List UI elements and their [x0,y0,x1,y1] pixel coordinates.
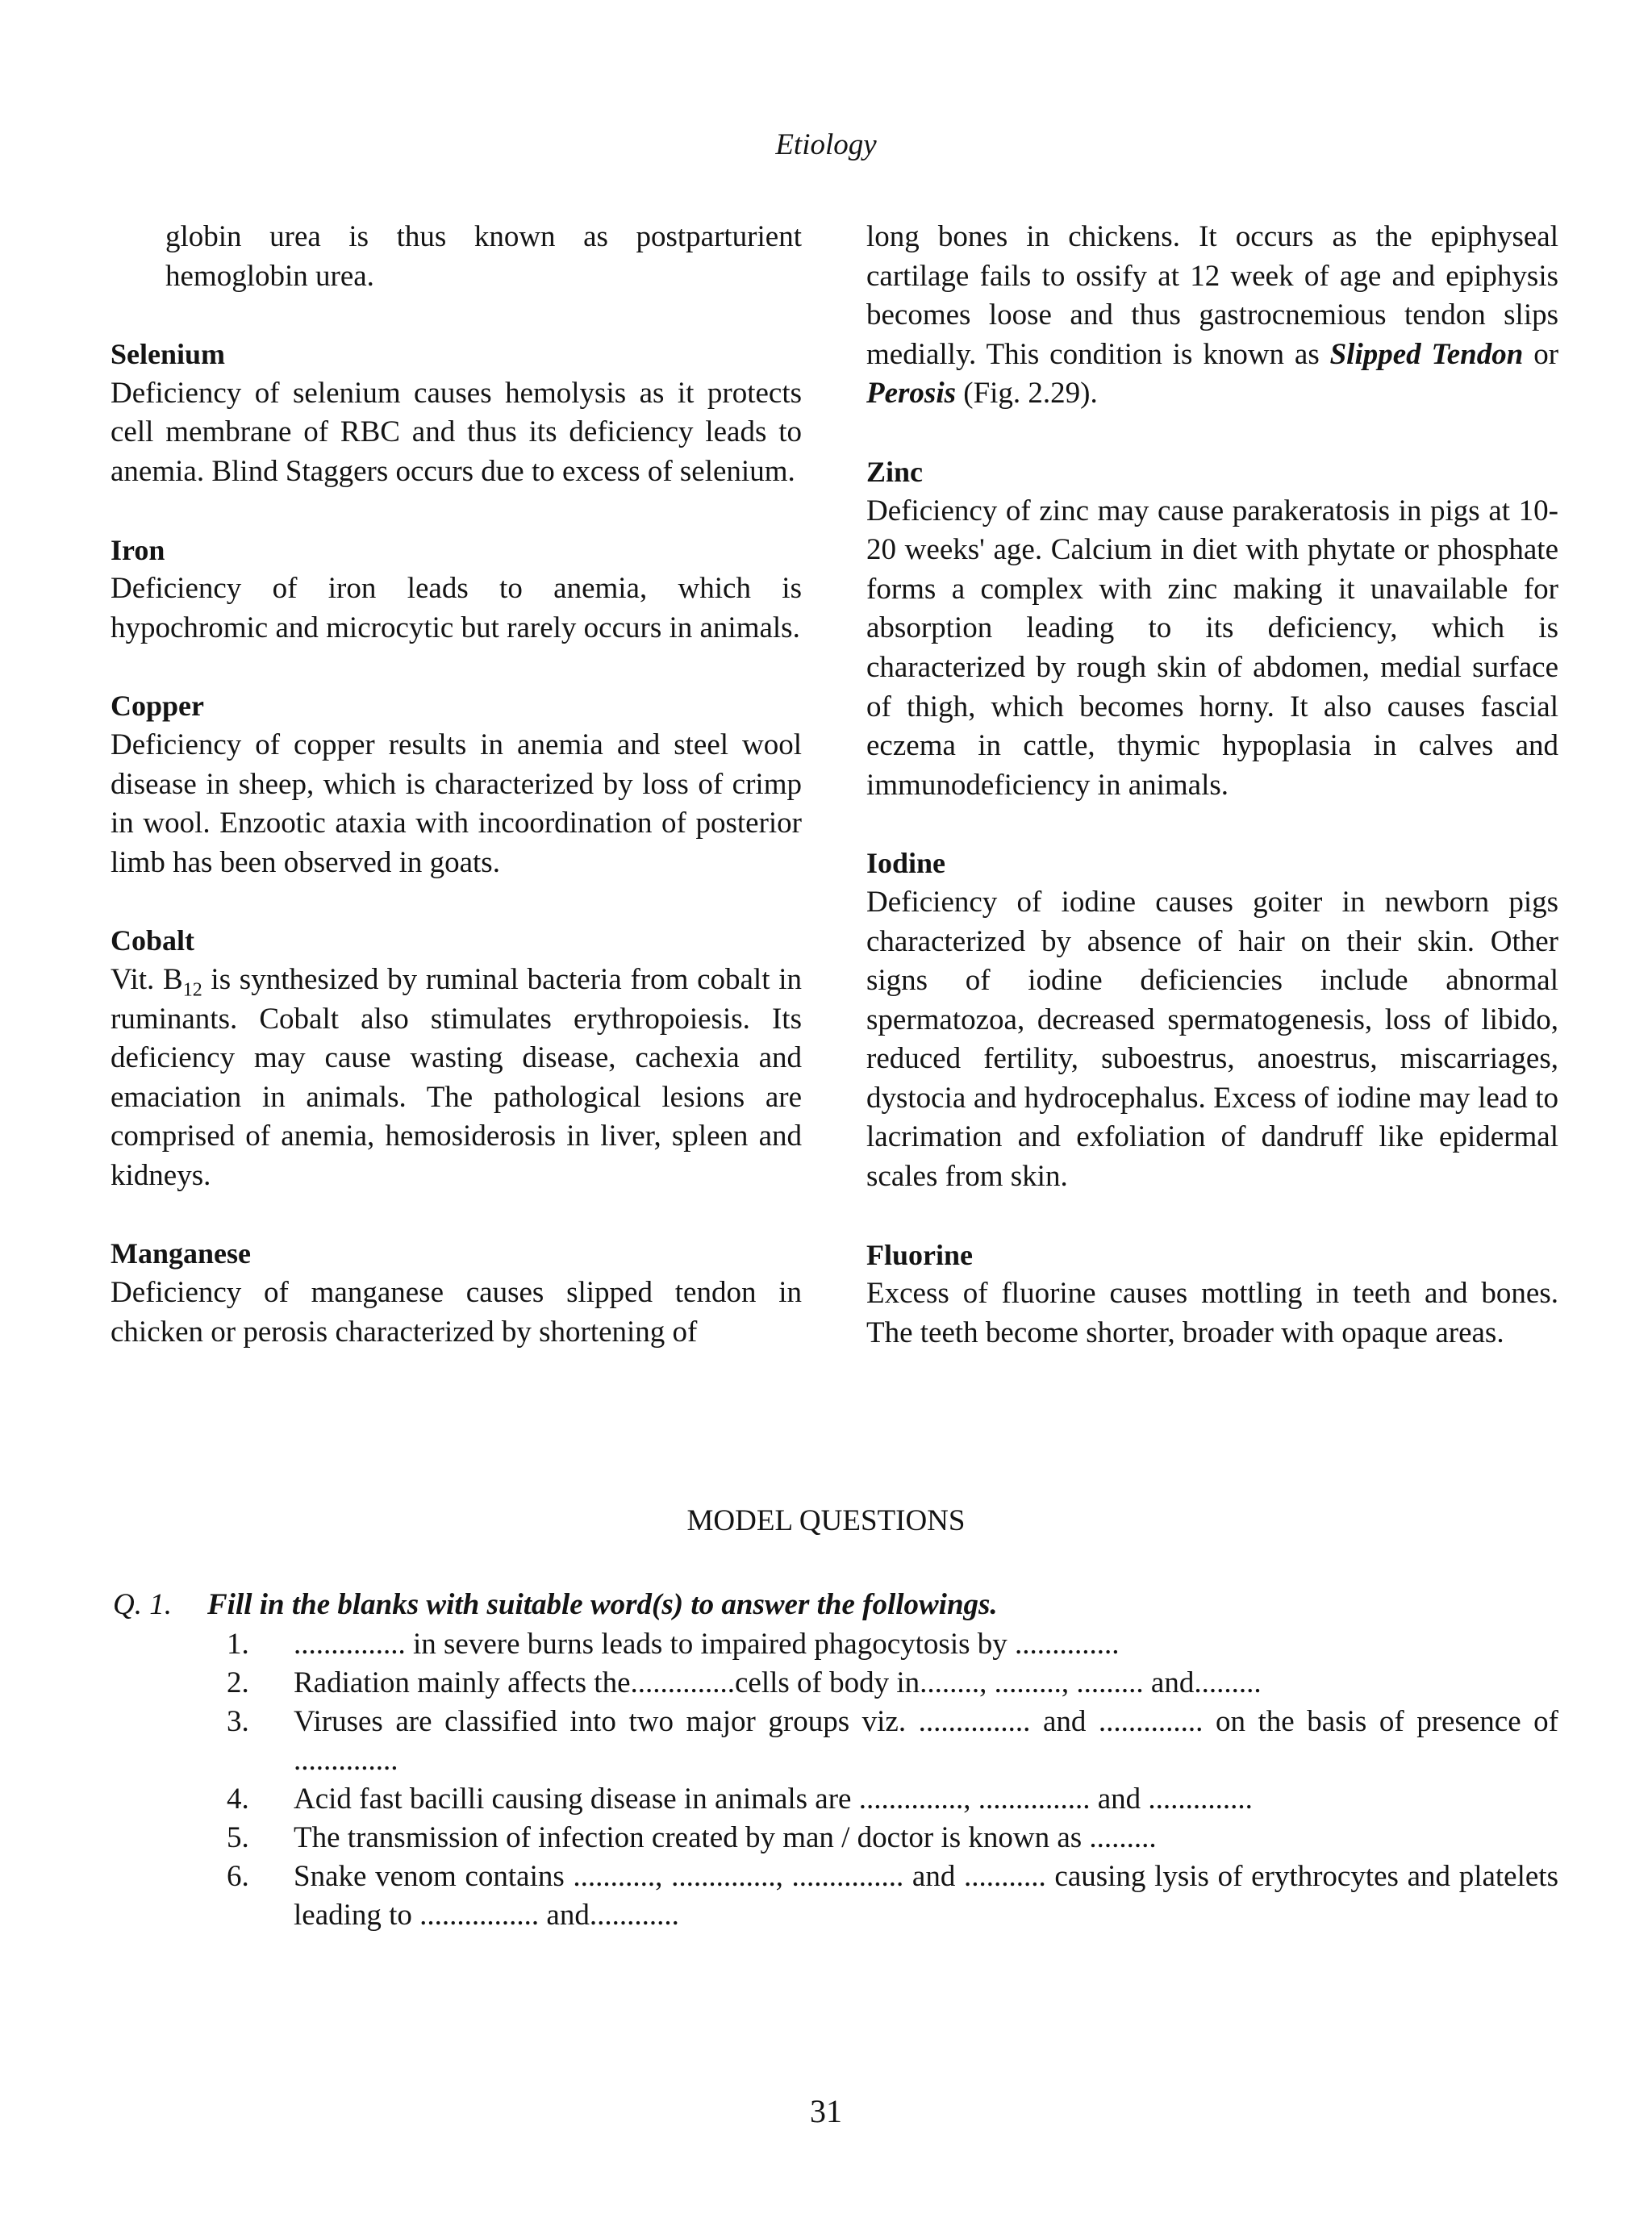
item-number: 3. [227,1705,249,1738]
continued-paragraph [866,218,1558,414]
term-slipped-tendon: Slipped Tendon [1329,337,1524,371]
section-body: Deficiency of selenium causes hemolysis as it protects cell membrane of RBC and thus its deficiency leads to anemia. Blind Staggers occurs due to excess of selenium. [111,376,802,488]
paragraph-text: long bones in chickens. It occurs as the epiphyseal cartilage fails to ossify at 12 week of age and epiphysis becomes loose and thus gastrocnemious tendon slips medially. This condition is known as [866,220,1558,371]
right-column [866,218,1558,1353]
section-heading: Fluorine [866,1238,973,1271]
question-item [0,1819,1652,1858]
term-perosis: Perosis [866,377,956,411]
section-body: Deficiency of zinc may cause parakeratosis in pigs at 10-20 weeks' age. Calcium in diet with phytate or phosphate forms a complex with zinc making it unavailable for absorption leading to its deficiency, which is characterized by rough skin of abdomen, medial surface of thigh, which becomes horny. It also causes fascial eczema in cattle, thymic hypoplasia in calves and immunodeficiency in animals. [866,494,1558,802]
section-heading: Manganese [111,1237,251,1270]
page-number: 31 [810,2093,842,2129]
section-manganese [111,1234,802,1352]
paragraph-text: or [1523,337,1559,371]
section-copper [111,686,802,882]
item-number: 4. [227,1782,249,1816]
item-text: Radiation mainly affects the..............cells of body in........, ........., ......... and......... [294,1666,1262,1699]
question-item [0,1858,1652,1935]
section-body-text: is synthesized by ruminal bacteria from cobalt in ruminants. Cobalt also stimulates erythropoiesis. Its deficiency may cause wasting disease, cachexia and emaciation in animals. The pathological lesions are comprised of anemia, hemosiderosis in liver, spleen and kidneys. [111,962,802,1192]
section-heading: Copper [111,690,204,723]
section-body: Deficiency of iron leads to anemia, which is hypochromic and microcytic but rarely occurs in animals. [111,572,802,644]
section-heading: Iodine [866,847,946,880]
section-body: Excess of fluorine causes mottling in teeth and bones. The teeth become shorter, broader with opaque areas. [866,1277,1558,1349]
intro-paragraph: globin urea is thus known as postparturient hemoglobin urea. [165,220,802,293]
item-number: 6. [227,1860,249,1893]
section-iron [111,531,802,648]
model-questions-title: MODEL QUESTIONS [686,1504,966,1537]
question-item [0,1703,1652,1780]
vitamin-label: Vit. B [111,962,183,996]
item-text: Acid fast bacilli causing disease in animals are .............., ............... and .............. [294,1782,1253,1816]
section-body: Deficiency of manganese causes slipped tendon in chicken or perosis characterized by shortening of [111,1276,802,1349]
item-text: Snake venom contains ..........., .............., ............... and ........... causing lysis of erythrocytes and platelets leading to ................ and............ [294,1860,1558,1932]
question-item [0,1780,1652,1819]
section-heading: Iron [111,533,165,566]
question-item [0,1664,1652,1703]
item-number: 1. [227,1628,249,1661]
section-cobalt [111,921,802,1195]
item-number: 2. [227,1666,249,1699]
running-head: Etiology [775,128,877,161]
item-text: Viruses are classified into two major groups viz. ............... and .............. on the basis of presence of .............. [294,1705,1558,1777]
question-item [0,1625,1652,1664]
question-title: Fill in the blanks with suitable word(s) to answer the followings. [207,1588,998,1621]
item-number: 5. [227,1821,249,1854]
item-text: ............... in severe burns leads to impaired phagocytosis by .............. [294,1628,1120,1661]
section-heading: Zinc [866,455,924,488]
vitamin-subscript: 12 [182,979,202,1001]
figure-reference: (Fig. 2.29). [956,377,1098,411]
left-column [111,218,802,1352]
section-body: Deficiency of iodine causes goiter in newborn pigs characterized by absence of hair on their skin. Other signs of iodine deficiencies include abnormal spermatozoa, decreased spermatogenesis, loss of libido, reduced fertility, suboestrus, anoestrus, miscarriages, dystocia and hydrocephalus. Excess of iodine may lead to lacrimation and exfoliation of dandruff like epidermal scales from skin. [866,885,1558,1194]
item-text: The transmission of infection created by man / doctor is known as ......... [294,1821,1157,1854]
section-heading: Selenium [111,338,226,371]
section-selenium [111,335,802,491]
question-list [0,1625,1652,1935]
section-body [111,961,802,1196]
section-heading: Cobalt [111,924,195,957]
section-zinc [866,452,1558,805]
question-number: Q. 1. [113,1588,172,1621]
section-iodine [866,844,1558,1196]
section-body: Deficiency of copper results in anemia and steel wool disease in sheep, which is characterized by loss of crimp in wool. Enzootic ataxia with incoordination of posterior limb has been observed in goats. [111,728,802,879]
section-fluorine [866,1236,1558,1353]
